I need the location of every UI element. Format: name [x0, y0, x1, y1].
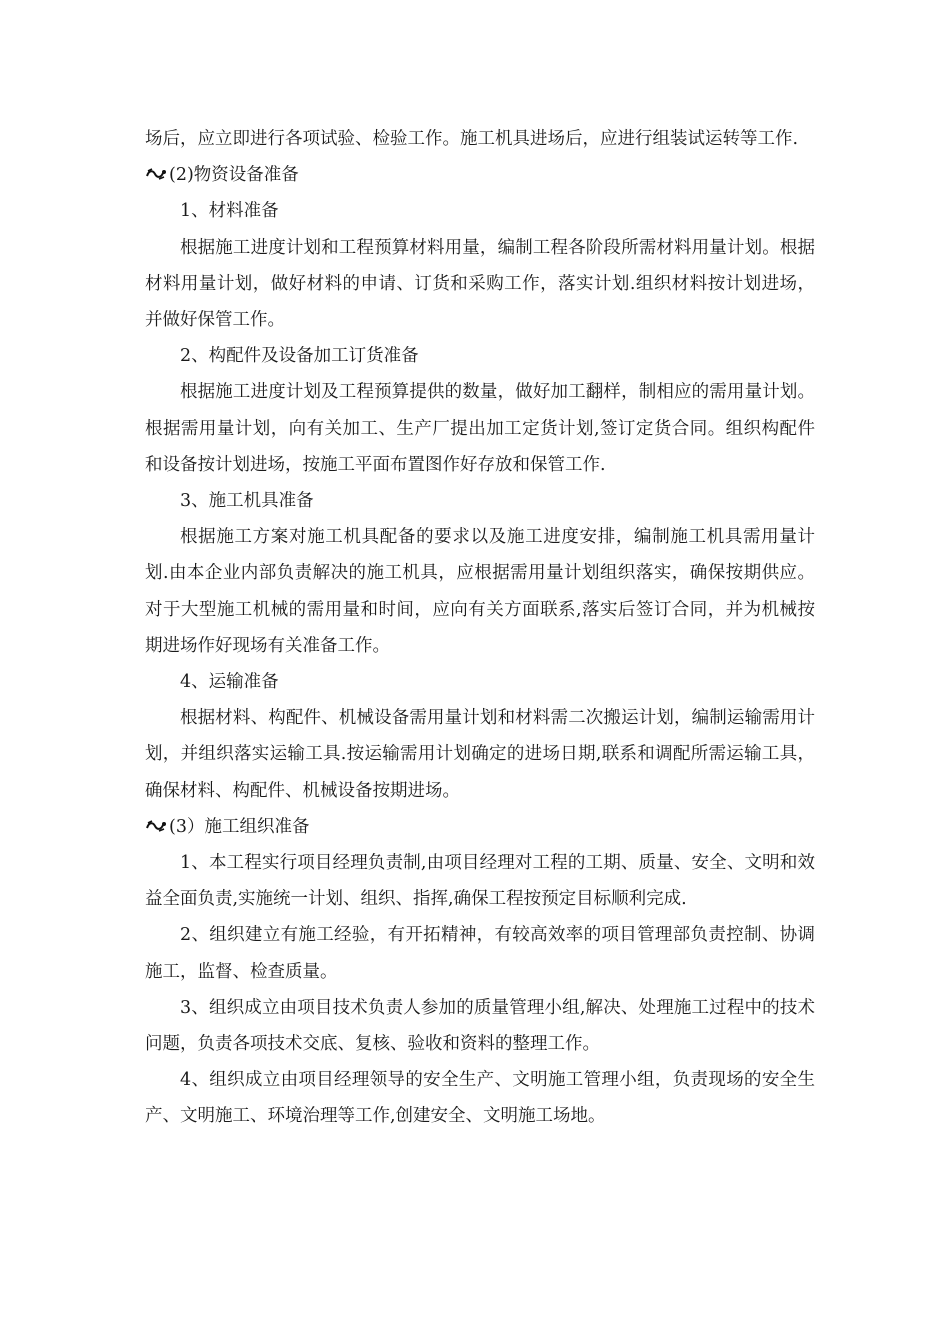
item-title-4: 4、运输准备 [180, 672, 279, 693]
section-heading-3-text: (3）施工组织准备 [169, 816, 310, 837]
section-heading-2 [145, 157, 815, 193]
scroll-bullet-icon [145, 819, 167, 833]
item-title-2: 2、构配件及设备加工订货准备 [180, 346, 419, 367]
section-heading-2-text: (2)物资设备准备 [169, 165, 299, 186]
item-body-1: 根据施工进度计划和工程预算材料用量，编制工程各阶段所需材料用量计划。根据材料用量计划，做好材料的申请、订货和采购工作，落实计划.组织材料按计划进场，并做好保管工作。 [145, 237, 815, 331]
item-title-3: 3、施工机具准备 [180, 491, 314, 512]
org-item-3: 3、组织成立由项目技术负责人参加的质量管理小组,解决、处理施工过程中的技术问题，负责各项技术交底、复核、验收和资料的整理工作。 [145, 997, 815, 1055]
org-item-1: 1、本工程实行项目经理负责制,由项目经理对工程的工期、质量、安全、文明和效益全面负责,实施统一计划、组织、指挥,确保工程按预定目标顺利完成. [145, 853, 815, 910]
scroll-bullet-icon [145, 167, 167, 181]
intro-paragraph: 场后，应立即进行各项试验、检验工作。施工机具进场后，应进行组装试运转等工作. [145, 129, 799, 149]
item-body-3: 根据施工方案对施工机具配备的要求以及施工进度安排，编制施工机具需用量计划.由本企业内部负责解决的施工机具，应根据需用量计划组织落实，确保按期供应。对于大型施工机械的需用量和时间，应向有关方面联系,落实后签订合同，并为机械按期进场作好现场有关准备工作。 [145, 527, 815, 656]
document-page [145, 121, 815, 1135]
item-body-4: 根据材料、构配件、机械设备需用量计划和材料需二次搬运计划，编制运输需用计划，并组织落实运输工具.按运输需用计划确定的进场日期,联系和调配所需运输工具，确保材料、构配件、机械设备按期进场。 [145, 708, 815, 801]
item-title-1: 1、材料准备 [180, 201, 279, 222]
org-item-4: 4、组织成立由项目经理领导的安全生产、文明施工管理小组，负责现场的安全生产、文明施工、环境治理等工作,创建安全、文明施工场地。 [145, 1070, 815, 1127]
section-heading-3 [145, 809, 815, 845]
org-item-2: 2、组织建立有施工经验，有开拓精神，有较高效率的项目管理部负责控制、协调施工，监督、检查质量。 [145, 925, 815, 982]
item-body-2: 根据施工进度计划及工程预算提供的数量，做好加工翻样，制相应的需用量计划。根据需用量计划，向有关加工、生产厂提出加工定货计划,签订定货合同。组织构配件和设备按计划进场，按施工平面布置图作好存放和保管工作. [145, 382, 815, 475]
